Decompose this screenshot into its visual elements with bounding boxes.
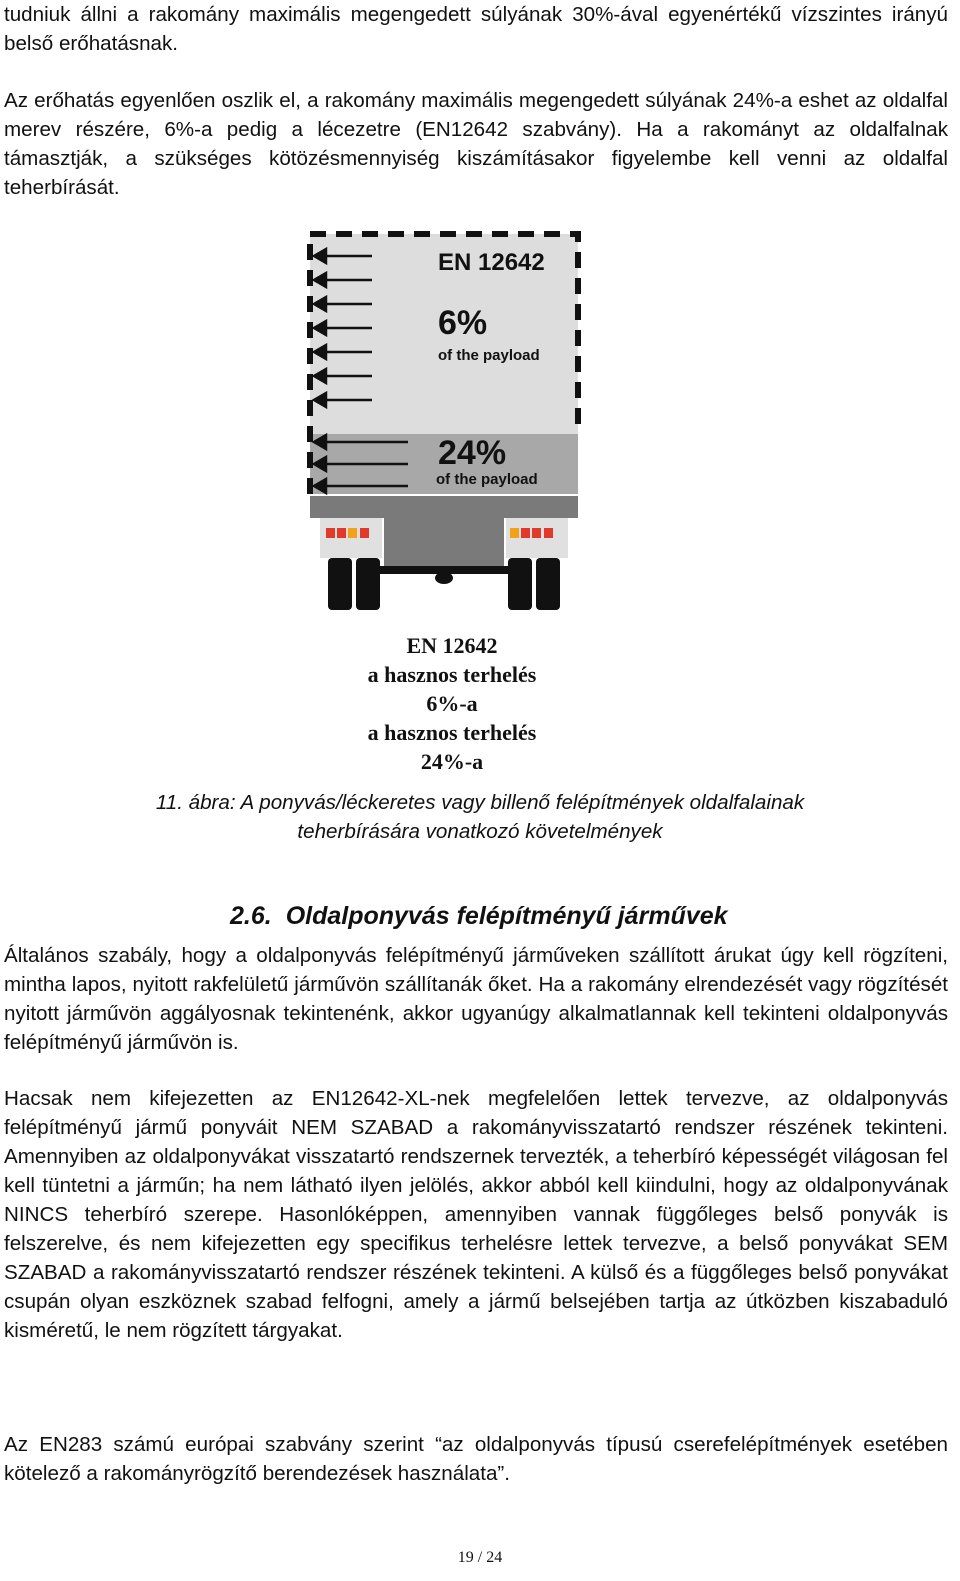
figure-title [0,788,960,846]
body-paragraph-1: Általános szabály, hogy a oldalponyvás felépítményű járműveken szállított árukat úgy kell rögzíteni, mintha lapos, nyitott rakfelületű járművön szállítanák őket. Ha a rakomány elrendezését vagy rögzítését nyitott járművön aggályosnak tekintenénk, akkor ugyanúgy alkalmatlannak kell tekinteni oldalponyvás felépítményű járművön is. [4,944,948,1054]
wheel-right-2 [536,558,560,610]
caption-line: 24%-a [420,749,484,774]
intro-paragraph-1: tudniuk állni a rakomány maximális megengedett súlyának 30%-ával egyenértékű vízszintes irányú belső erőhatásnak. [4,3,948,55]
caption-line: a hasznos terhelés [367,662,537,687]
body-paragraph-3: Az EN283 számú európai szabvány szerint “az oldalponyvás típusú cserefelépítmények esetében kötelező a rakományrögzítő berendezések használata”. [4,1433,948,1485]
chassis-center [384,518,504,568]
caption-line: 6%-a [426,691,478,716]
wheel-right-1 [508,558,532,610]
wheel-left-2 [356,558,380,610]
section-heading [230,900,728,932]
section-number: 2.6. [230,902,272,930]
truck-diagram [300,228,592,618]
intro-paragraph-2: Az erőhatás egyenlően oszlik el, a rakomány maximális megengedett súlyának 24%-a eshet az oldalfal merev részére, 6%-a pedig a lécezetre (EN12642 szabvány). Ha a rakományt az oldalfalnak támasztják, a szükséges kötözésmennyiség kiszámításakor figyelembe kell venni az oldalfal teherbírását. [4,89,948,199]
page-number: 19 / 24 [457,1549,503,1566]
figure-title-line-2: teherbírására vonatkozó követelmények [297,820,663,843]
body-paragraph-2: Hacsak nem kifejezetten az EN12642-XL-nek megfelelően lettek tervezve, az oldalponyvás felépítményű jármű ponyváit NEM SZABAD a rakományvisszatartó rendszer részének tekinteni. Amennyiben az oldalponyvákat visszatartó rendszernek tervezték, a teherbíró képességét világosan fel kell tüntetni a járműn; ha nem látható ilyen jelölés, akkor abból kell kiindulni, hogy az oldalponyvának NINCS teherbíró szerepe. Hasonlóképpen, amennyiben vannak függőleges belső ponyvák is felszerelve, és nem kifejezetten egy specifikus terhelésre lettek tervezve, a belső ponyvákat SEM SZABAD a rakományvisszatartó rendszer részének tekinteni. A külső és a függőleges belső ponyvákat csupán olyan eszköznek szabad felfogni, amely a jármű belsejében tartja az útközben kiszabaduló kisméretű, le nem rögzített tárgyakat. [4,1087,948,1342]
img-label-6-sub: of the payload [438,347,540,364]
truck-rear-figure [300,228,592,618]
section-title: Oldalponyvás felépítményű járművek [285,902,728,930]
img-label-6-percent: 6% [438,304,488,342]
figure-caption [276,631,628,776]
tow-hook [435,572,453,584]
figure-title-line-1: 11. ábra: A ponyvás/léckeretes vagy billenő felépítmények oldalfalainak [155,791,805,814]
chassis-bar [310,496,578,518]
caption-line: a hasznos terhelés [367,720,537,745]
caption-line: EN 12642 [406,633,498,658]
wheel-left-1 [328,558,352,610]
img-label-24-percent: 24% [438,434,507,472]
img-label-24-sub: of the payload [436,471,538,488]
img-label-standard: EN 12642 [438,249,545,276]
